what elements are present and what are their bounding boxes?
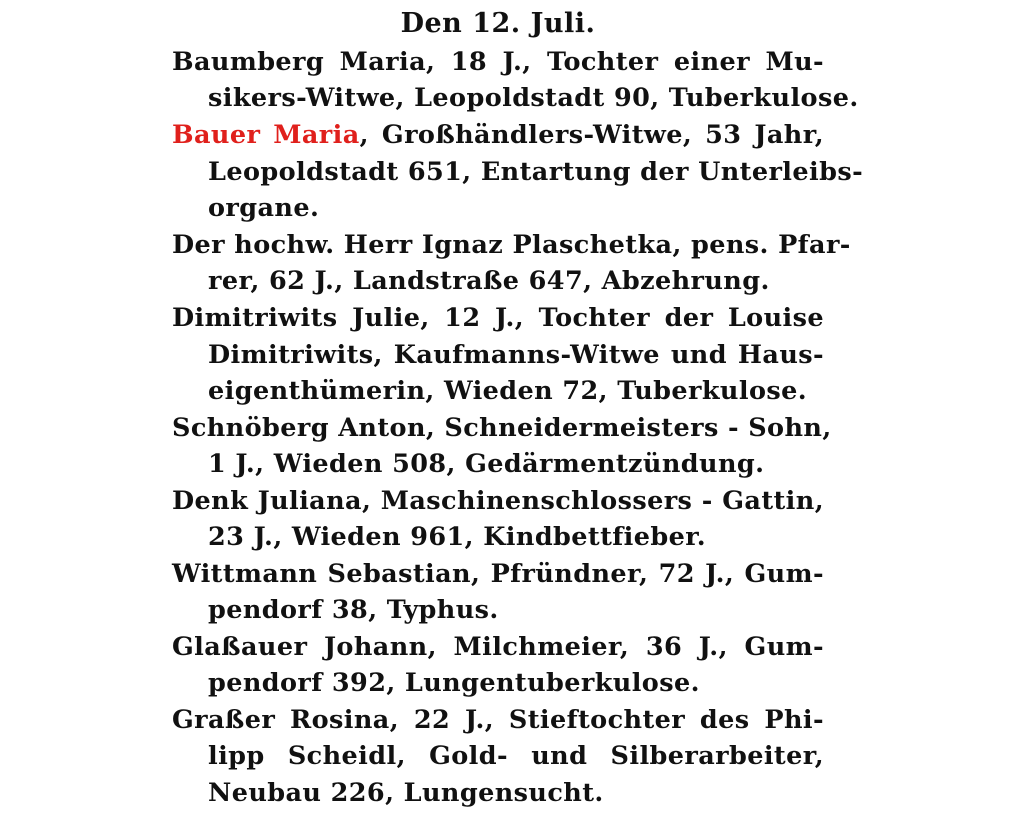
entry-line: Dimitriwits, Kaufmanns-Witwe und Haus- <box>208 340 824 370</box>
entry-line: rer, 62 J., Landstraße 647, Abzehrung. <box>208 266 770 296</box>
entry-line: Denk Juliana, Maschinenschlossers - Gattin, <box>172 486 824 516</box>
highlighted-name: Bauer Maria <box>172 120 360 150</box>
entry-line-highlighted <box>172 117 824 153</box>
entry-line: organe. <box>208 193 320 223</box>
entry-line: pendorf 392, Lungentuberkulose. <box>208 668 700 698</box>
entry-line-rest: , Großhändlers-Witwe, 53 Jahr, <box>359 120 824 150</box>
page-heading: Den 12. Juli. <box>400 8 596 39</box>
entry-line: pendorf 38, Typhus. <box>208 595 499 625</box>
entry-line: Schnöberg Anton, Schneidermeisters - Sohn, <box>172 413 832 443</box>
entry-line: eigenthümerin, Wieden 72, Tuberkulose. <box>208 376 808 406</box>
entry-line: Leopoldstadt 651, Entartung der Unterleibs- <box>208 157 864 187</box>
entry-line: Baumberg Maria, 18 J., Tochter einer Mu- <box>172 47 824 77</box>
entry-line: Wittmann Sebastian, Pfründner, 72 J., Gum- <box>172 559 824 589</box>
entry-line: Dimitriwits Julie, 12 J., Tochter der Louise <box>172 303 824 333</box>
entry-line: 23 J., Wieden 961, Kindbettfieber. <box>208 522 706 552</box>
entry-line: Glaßauer Johann, Milchmeier, 36 J., Gum- <box>172 632 824 662</box>
entry-line: Graßer Rosina, 22 J., Stieftochter des Phi- <box>172 705 824 735</box>
entry-line: lipp Scheidl, Gold- und Silberarbeiter, <box>208 741 824 771</box>
entry-line: sikers-Witwe, Leopoldstadt 90, Tuberkulose. <box>208 83 859 113</box>
entry-line: Der hochw. Herr Ignaz Plaschetka, pens. Pfar- <box>172 230 851 260</box>
document-page <box>172 0 864 816</box>
entry-line: 1 J., Wieden 508, Gedärmentzündung. <box>208 449 765 479</box>
entry-line: Neubau 226, Lungensucht. <box>208 778 604 808</box>
